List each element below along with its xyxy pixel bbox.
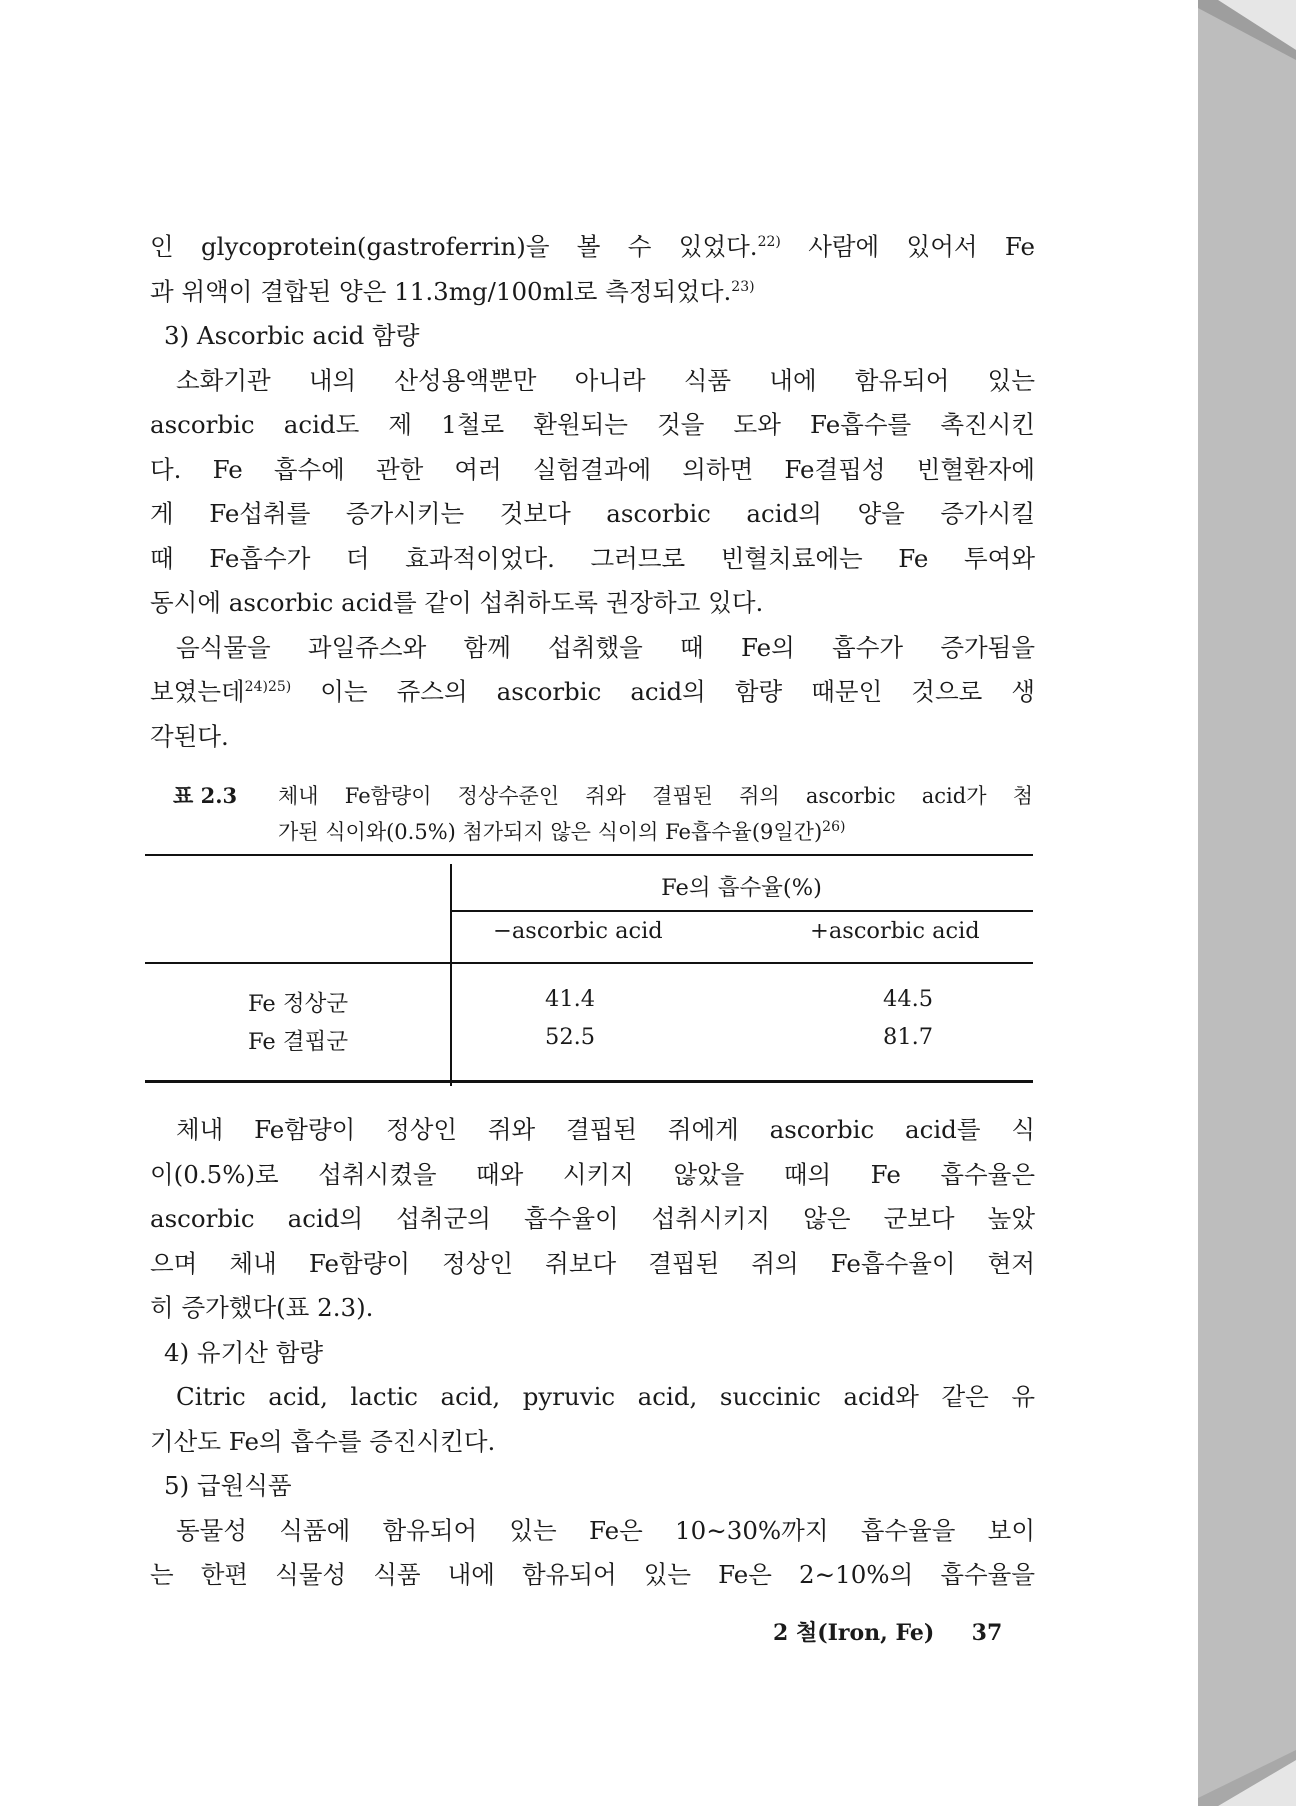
- column-header-plus: +ascorbic acid: [810, 918, 980, 944]
- caption-line: 체내 Fe함량이 정상수준인 쥐와 결핍된 쥐의 ascorbic acid가 첨: [278, 784, 1033, 808]
- text-line: 으며 체내 Fe함량이 정상인 쥐보다 결핍된 쥐의 Fe흡수율이 현저: [150, 1248, 1035, 1278]
- book-edge-shadow: [1198, 0, 1296, 1806]
- text-line: 기산도 Fe의 흡수를 증진시킨다.: [150, 1426, 496, 1456]
- section-heading: 5) 급원식품: [164, 1471, 292, 1500]
- text-line: 보였는데$^{24)25)}$ 이는 쥬스의 ascorbic acid의 함량 때문인 것으로 생: [150, 677, 1035, 706]
- table-top-rule: [145, 854, 1033, 856]
- table-header-rule: [145, 962, 1033, 964]
- text-line: 인 glycoprotein(gastroferrin)을 볼 수 있었다.$^{22)}$ 사람에 있어서 Fe: [150, 232, 1035, 261]
- section-heading: 4) 유기산 함량: [164, 1337, 324, 1367]
- text-line: 음식물을 과일쥬스와 함께 섭취했을 때 Fe의 흡수가 증가됨을: [176, 632, 1035, 662]
- running-footer-chapter: 2 철(Iron, Fe): [773, 1620, 935, 1646]
- text-line: 소화기관 내의 산성용액뿐만 아니라 식품 내에 함유되어 있는: [176, 365, 1035, 395]
- text-line: 체내 Fe함량이 정상인 쥐와 결핍된 쥐에게 ascorbic acid를 식: [176, 1115, 1035, 1144]
- bottom-text: [150, 1108, 1035, 1598]
- text-line: ascorbic acid도 제 1철로 환원되는 것을 도와 Fe흡수를 촉진시킨: [150, 410, 1035, 439]
- text-line: 이(0.5%)로 섭취시켰을 때와 시키지 않았을 때의 Fe 흡수율은: [150, 1159, 1035, 1189]
- cell-deficient-plus: 81.7: [883, 1024, 934, 1050]
- text-line: Citric acid, lactic acid, pyruvic acid, succinic acid와 같은 유: [176, 1382, 1035, 1411]
- caption-line: 가된 식이와(0.5%) 첨가되지 않은 식이의 Fe흡수율(9일간)$^{26)}$: [278, 819, 846, 844]
- row-label-deficient: Fe 결핍군: [248, 1029, 349, 1055]
- text-line: 히 증가했다(표 2.3).: [150, 1293, 374, 1322]
- text-line: 과 위액이 결합된 양은 11.3mg/100ml로 측정되었다.$^{23)}$: [150, 276, 755, 306]
- table-bottom-rule: [145, 1080, 1033, 1083]
- text-line: 각된다.: [150, 721, 229, 751]
- text-line: ascorbic acid의 섭취군의 흡수율이 섭취시키지 않은 군보다 높았: [150, 1204, 1035, 1233]
- table-label: 표 2.3: [173, 783, 238, 808]
- text-line: 다. Fe 흡수에 관한 여러 실험결과에 의하면 Fe결핍성 빈혈환자에: [150, 454, 1035, 484]
- top-text: [150, 225, 1035, 759]
- text-line: 동물성 식품에 함유되어 있는 Fe은 10∼30%까지 흡수율을 보이: [176, 1515, 1035, 1545]
- text-line: 동시에 ascorbic acid를 같이 섭취하도록 권장하고 있다.: [150, 588, 764, 617]
- cell-deficient-minus: 52.5: [545, 1024, 596, 1050]
- section-heading: 3) Ascorbic acid 함량: [164, 321, 420, 350]
- cell-normal-plus: 44.5: [883, 986, 934, 1012]
- page-footer: [773, 1616, 1002, 1647]
- group-header: Fe의 흡수율(%): [661, 875, 822, 901]
- text-line: 때 Fe흡수가 더 효과적이었다. 그러므로 빈혈치료에는 Fe 투여와: [150, 543, 1035, 573]
- cell-normal-minus: 41.4: [545, 986, 596, 1012]
- table-caption: [173, 778, 1033, 850]
- text-line: 게 Fe섭취를 증가시키는 것보다 ascorbic acid의 양을 증가시킬: [150, 499, 1035, 528]
- table-group-rule: [452, 910, 1033, 912]
- page-number: 37: [971, 1620, 1003, 1646]
- absorption-table: [145, 854, 1033, 1084]
- row-label-normal: Fe 정상군: [248, 991, 349, 1017]
- text-line: 는 한편 식물성 식품 내에 함유되어 있는 Fe은 2∼10%의 흡수율을: [150, 1560, 1035, 1589]
- column-header-minus: −ascorbic acid: [493, 918, 663, 944]
